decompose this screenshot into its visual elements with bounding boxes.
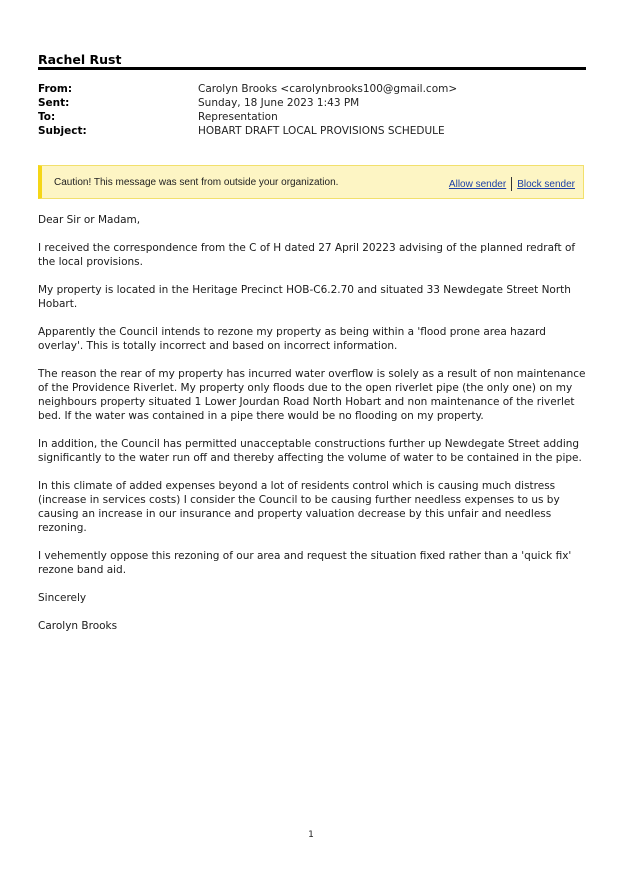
body-salutation: Dear Sir or Madam, <box>38 214 141 226</box>
body-closing: Sincerely <box>38 592 87 604</box>
block-sender-link[interactable]: Block sender <box>517 178 575 190</box>
email-body <box>38 213 586 647</box>
subject-label: Subject: <box>38 125 87 137</box>
header-row-to <box>38 110 586 124</box>
banner-actions <box>449 177 575 191</box>
subject-value: HOBART DRAFT LOCAL PROVISIONS SCHEDULE <box>198 125 445 137</box>
body-paragraph: The reason the rear of my property has incurred water overflow is solely as a result of non maintenance of the Providence Riverlet. My property only floods due to the open riverlet pipe (the only one) on my neighbours property situated 1 Lower Jourdan Road North Hobart and non maintenance of the riverlet bed. If the water was contained in a pipe there would be no flooding on my property. <box>38 368 586 422</box>
sent-value: Sunday, 18 June 2023 1:43 PM <box>198 97 360 109</box>
to-value: Representation <box>198 111 278 123</box>
header-row-subject <box>38 124 586 138</box>
email-headers <box>38 82 586 138</box>
body-paragraph: In this climate of added expenses beyond a lot of residents control which is causing much distress (increase in services costs) I consider the Council to be causing further needless expenses to us by causing an increase in our insurance and property valuation decrease by this unfair and needless rezoning. <box>38 480 560 534</box>
body-paragraph: My property is located in the Heritage Precinct HOB-C6.2.70 and situated 33 Newdegate Street North Hobart. <box>38 284 571 310</box>
mailbox-owner-name: Rachel Rust <box>38 52 122 67</box>
from-label: From: <box>38 83 73 95</box>
link-separator <box>511 177 512 191</box>
caution-message: Caution! This message was sent from outside your organization. <box>54 177 339 188</box>
header-row-sent <box>38 96 586 110</box>
body-paragraph: In addition, the Council has permitted unacceptable constructions further up Newdegate Street adding significantly to the water run off and thereby affecting the volume of water to be contained in the pipe. <box>38 438 582 464</box>
body-paragraph: Apparently the Council intends to rezone my property as being within a 'flood prone area hazard overlay'. This is totally incorrect and based on incorrect information. <box>38 326 546 352</box>
page-number: 1 <box>308 830 314 840</box>
header-divider <box>38 67 586 70</box>
sent-label: Sent: <box>38 97 70 109</box>
from-value: Carolyn Brooks <carolynbrooks100@gmail.com> <box>198 83 458 95</box>
header-row-from <box>38 82 586 96</box>
body-paragraph: I vehemently oppose this rezoning of our area and request the situation fixed rather than a 'quick fix' rezone band aid. <box>38 550 572 576</box>
body-signature: Carolyn Brooks <box>38 620 118 632</box>
allow-sender-link[interactable]: Allow sender <box>448 178 507 190</box>
body-paragraph: I received the correspondence from the C of H dated 27 April 20223 advising of the planned redraft of the local provisions. <box>38 242 576 268</box>
external-sender-warning-banner <box>38 165 584 199</box>
to-label: To: <box>38 111 56 123</box>
